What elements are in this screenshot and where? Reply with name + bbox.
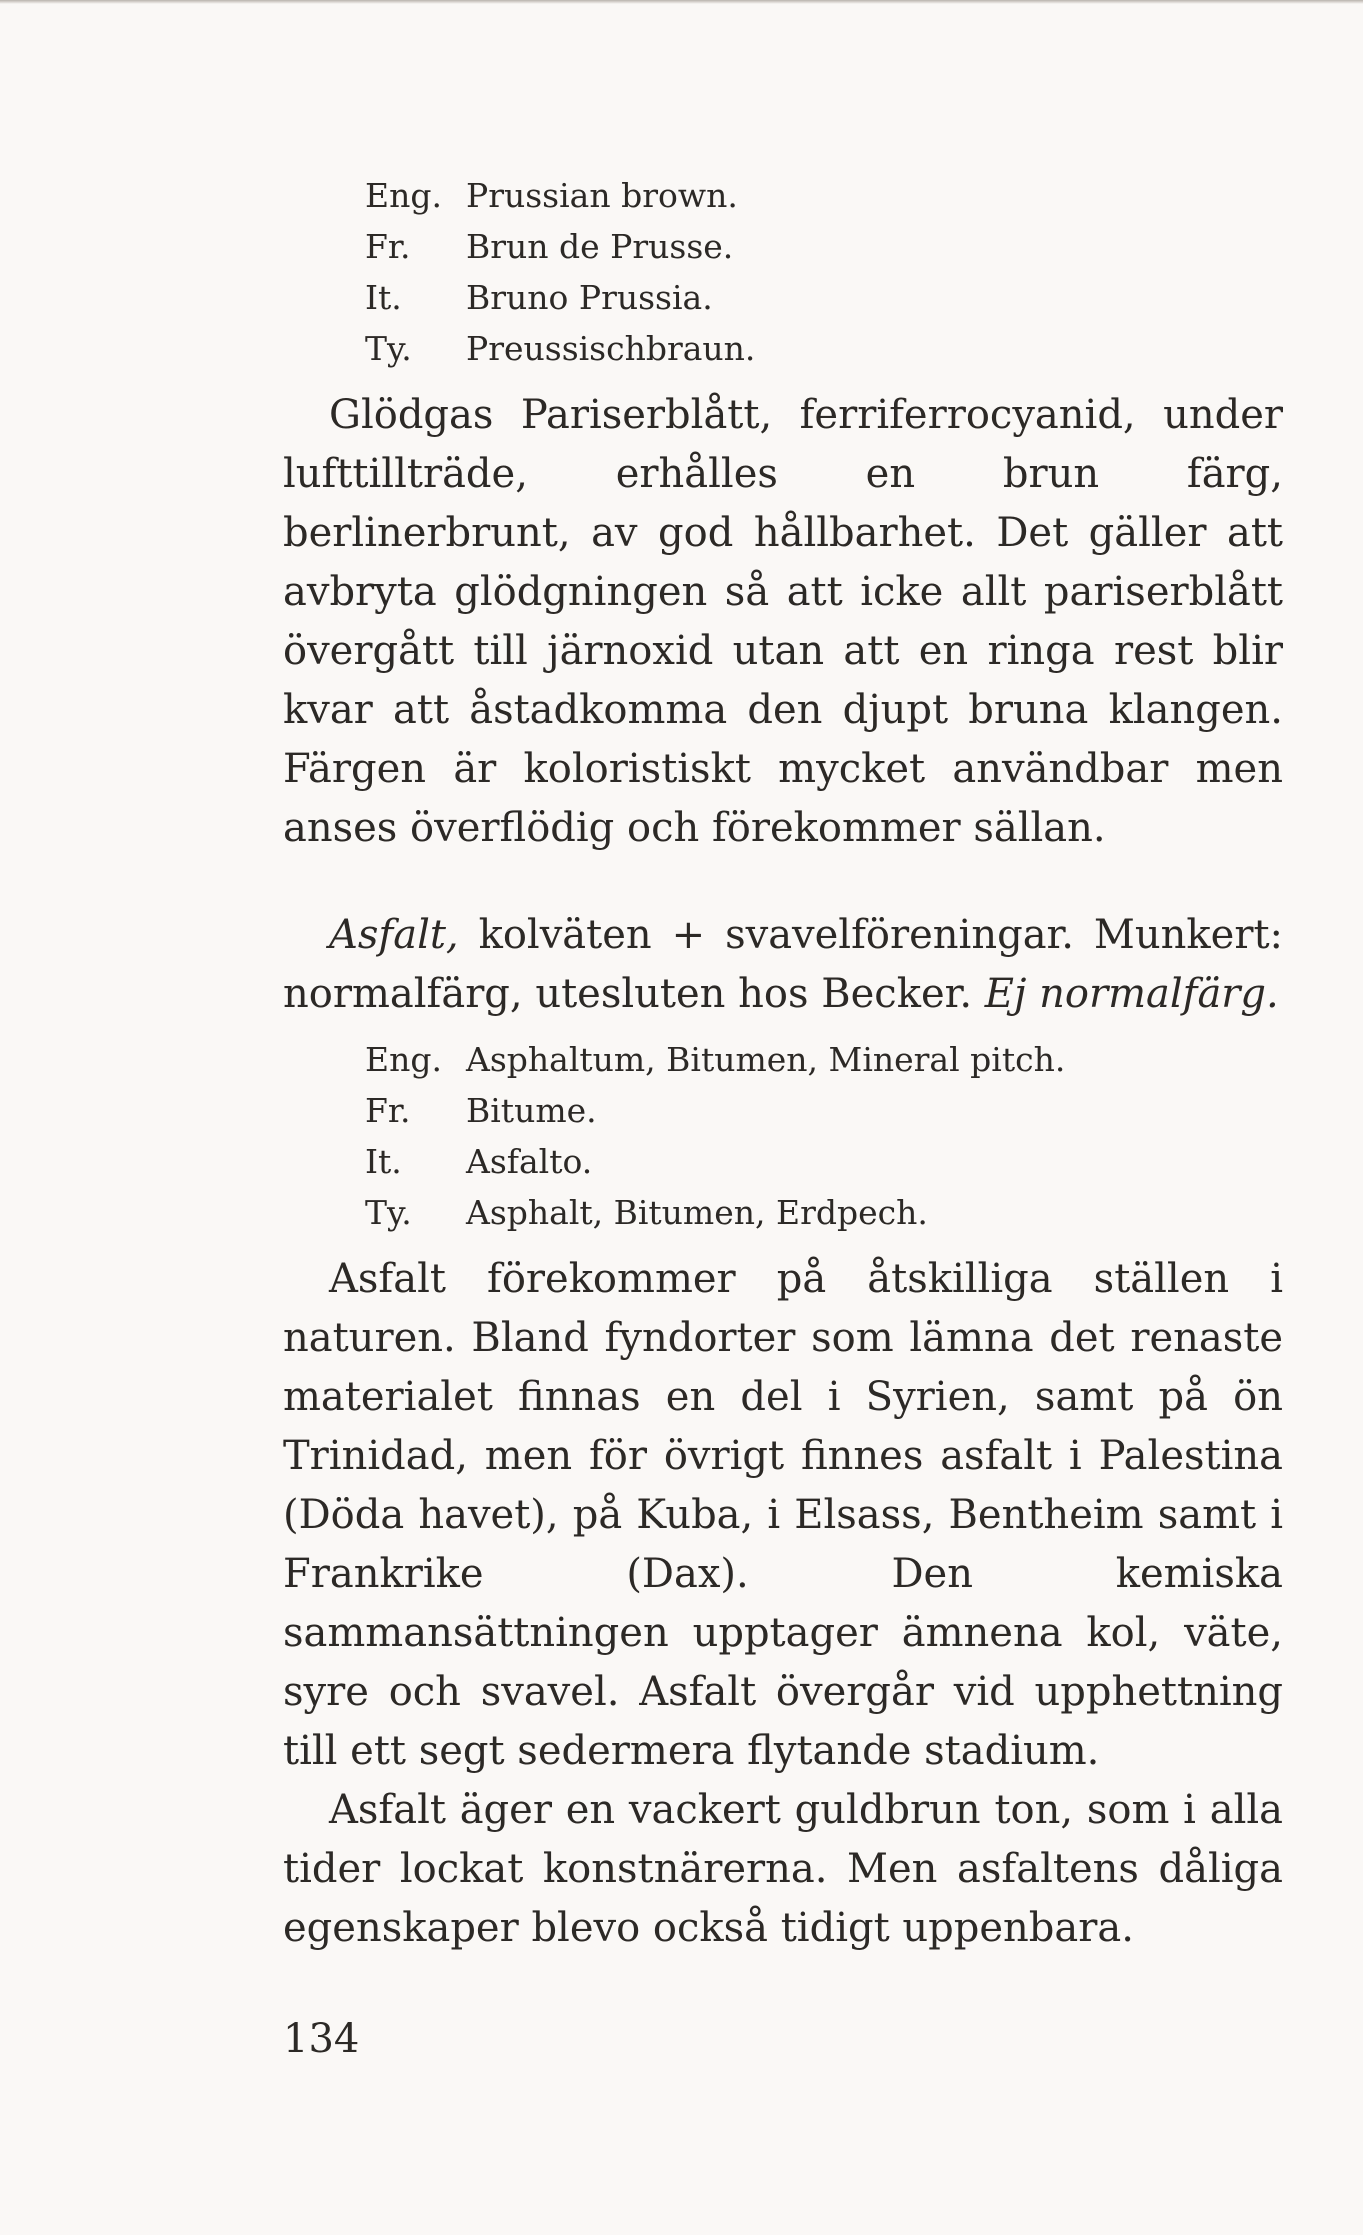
translated-term: Asphaltum, Bitumen, Mineral pitch. bbox=[466, 1040, 1066, 1079]
translated-term: Asphalt, Bitumen, Erdpech. bbox=[466, 1193, 928, 1232]
paragraph-asfalt-properties: Asfalt äger en vackert guldbrun ton, som i alla tider lockat konstnärerna. Men asfaltens dåliga egenskaper blevo också tidigt uppenbara. bbox=[283, 1787, 1283, 1951]
translation-row bbox=[365, 272, 1283, 323]
paragraph-berlinerbrunt: Glödgas Pariserblått, ferriferrocyanid, under lufttillträde, erhålles en brun färg, berlinerbrunt, av god hållbarhet. Det gäller att avbryta glödgningen så att icke allt pariserblått övergått till järnoxid utan att en ringa rest blir kvar att åstadkomma den djupt bruna klangen. Färgen är koloristiskt mycket användbar men anses överflödig och förekommer sällan. bbox=[283, 392, 1283, 851]
language-abbr: Eng. bbox=[365, 1040, 442, 1079]
translation-row bbox=[365, 1187, 1283, 1238]
translated-term: Bruno Prussia. bbox=[466, 278, 713, 317]
translation-row bbox=[365, 323, 1283, 374]
translated-term: Prussian brown. bbox=[466, 176, 738, 215]
language-abbr: Fr. bbox=[365, 227, 411, 266]
page-number: 134 bbox=[283, 2016, 360, 2062]
translation-row bbox=[365, 1085, 1283, 1136]
entry-verdict: Ej normalfärg. bbox=[984, 971, 1279, 1017]
book-page bbox=[283, 170, 1283, 2069]
translation-row bbox=[365, 221, 1283, 272]
language-abbr: It. bbox=[365, 278, 402, 317]
entry-description: kolväten + svavelföreningar. Munkert: normalfärg, utesluten hos Becker. bbox=[283, 912, 1283, 1017]
page-top-edge bbox=[0, 0, 1363, 4]
translated-term: Brun de Prusse. bbox=[466, 227, 734, 266]
entry-term: Asfalt, bbox=[329, 912, 459, 958]
entry-heading-asfalt bbox=[283, 906, 1283, 1024]
translation-list-prussian-brown bbox=[365, 170, 1283, 374]
translation-list-asfalt bbox=[365, 1034, 1283, 1238]
language-abbr: Ty. bbox=[365, 1193, 412, 1232]
paragraph-asfalt-occurrence: Asfalt förekommer på åtskilliga ställen i naturen. Bland fyndorter som lämna det renaste materialet finnas en del i Syrien, samt på ön Trinidad, men för övrigt finnes asfalt i Palestina (Döda havet), på Kuba, i Elsass, Bentheim samt i Frankrike (Dax). Den kemiska sammansättningen upptager ämnena kol, väte, syre och svavel. Asfalt övergår vid upphettning till ett segt sedermera flytande stadium. bbox=[283, 1256, 1283, 1774]
language-abbr: It. bbox=[365, 1142, 402, 1181]
language-abbr: Fr. bbox=[365, 1091, 411, 1130]
language-abbr: Eng. bbox=[365, 176, 442, 215]
translated-term: Bitume. bbox=[466, 1091, 597, 1130]
translation-row bbox=[365, 170, 1283, 221]
translated-term: Preussischbraun. bbox=[466, 329, 756, 368]
language-abbr: Ty. bbox=[365, 329, 412, 368]
translation-row bbox=[365, 1034, 1283, 1085]
translation-row bbox=[365, 1136, 1283, 1187]
translated-term: Asfalto. bbox=[466, 1142, 593, 1181]
